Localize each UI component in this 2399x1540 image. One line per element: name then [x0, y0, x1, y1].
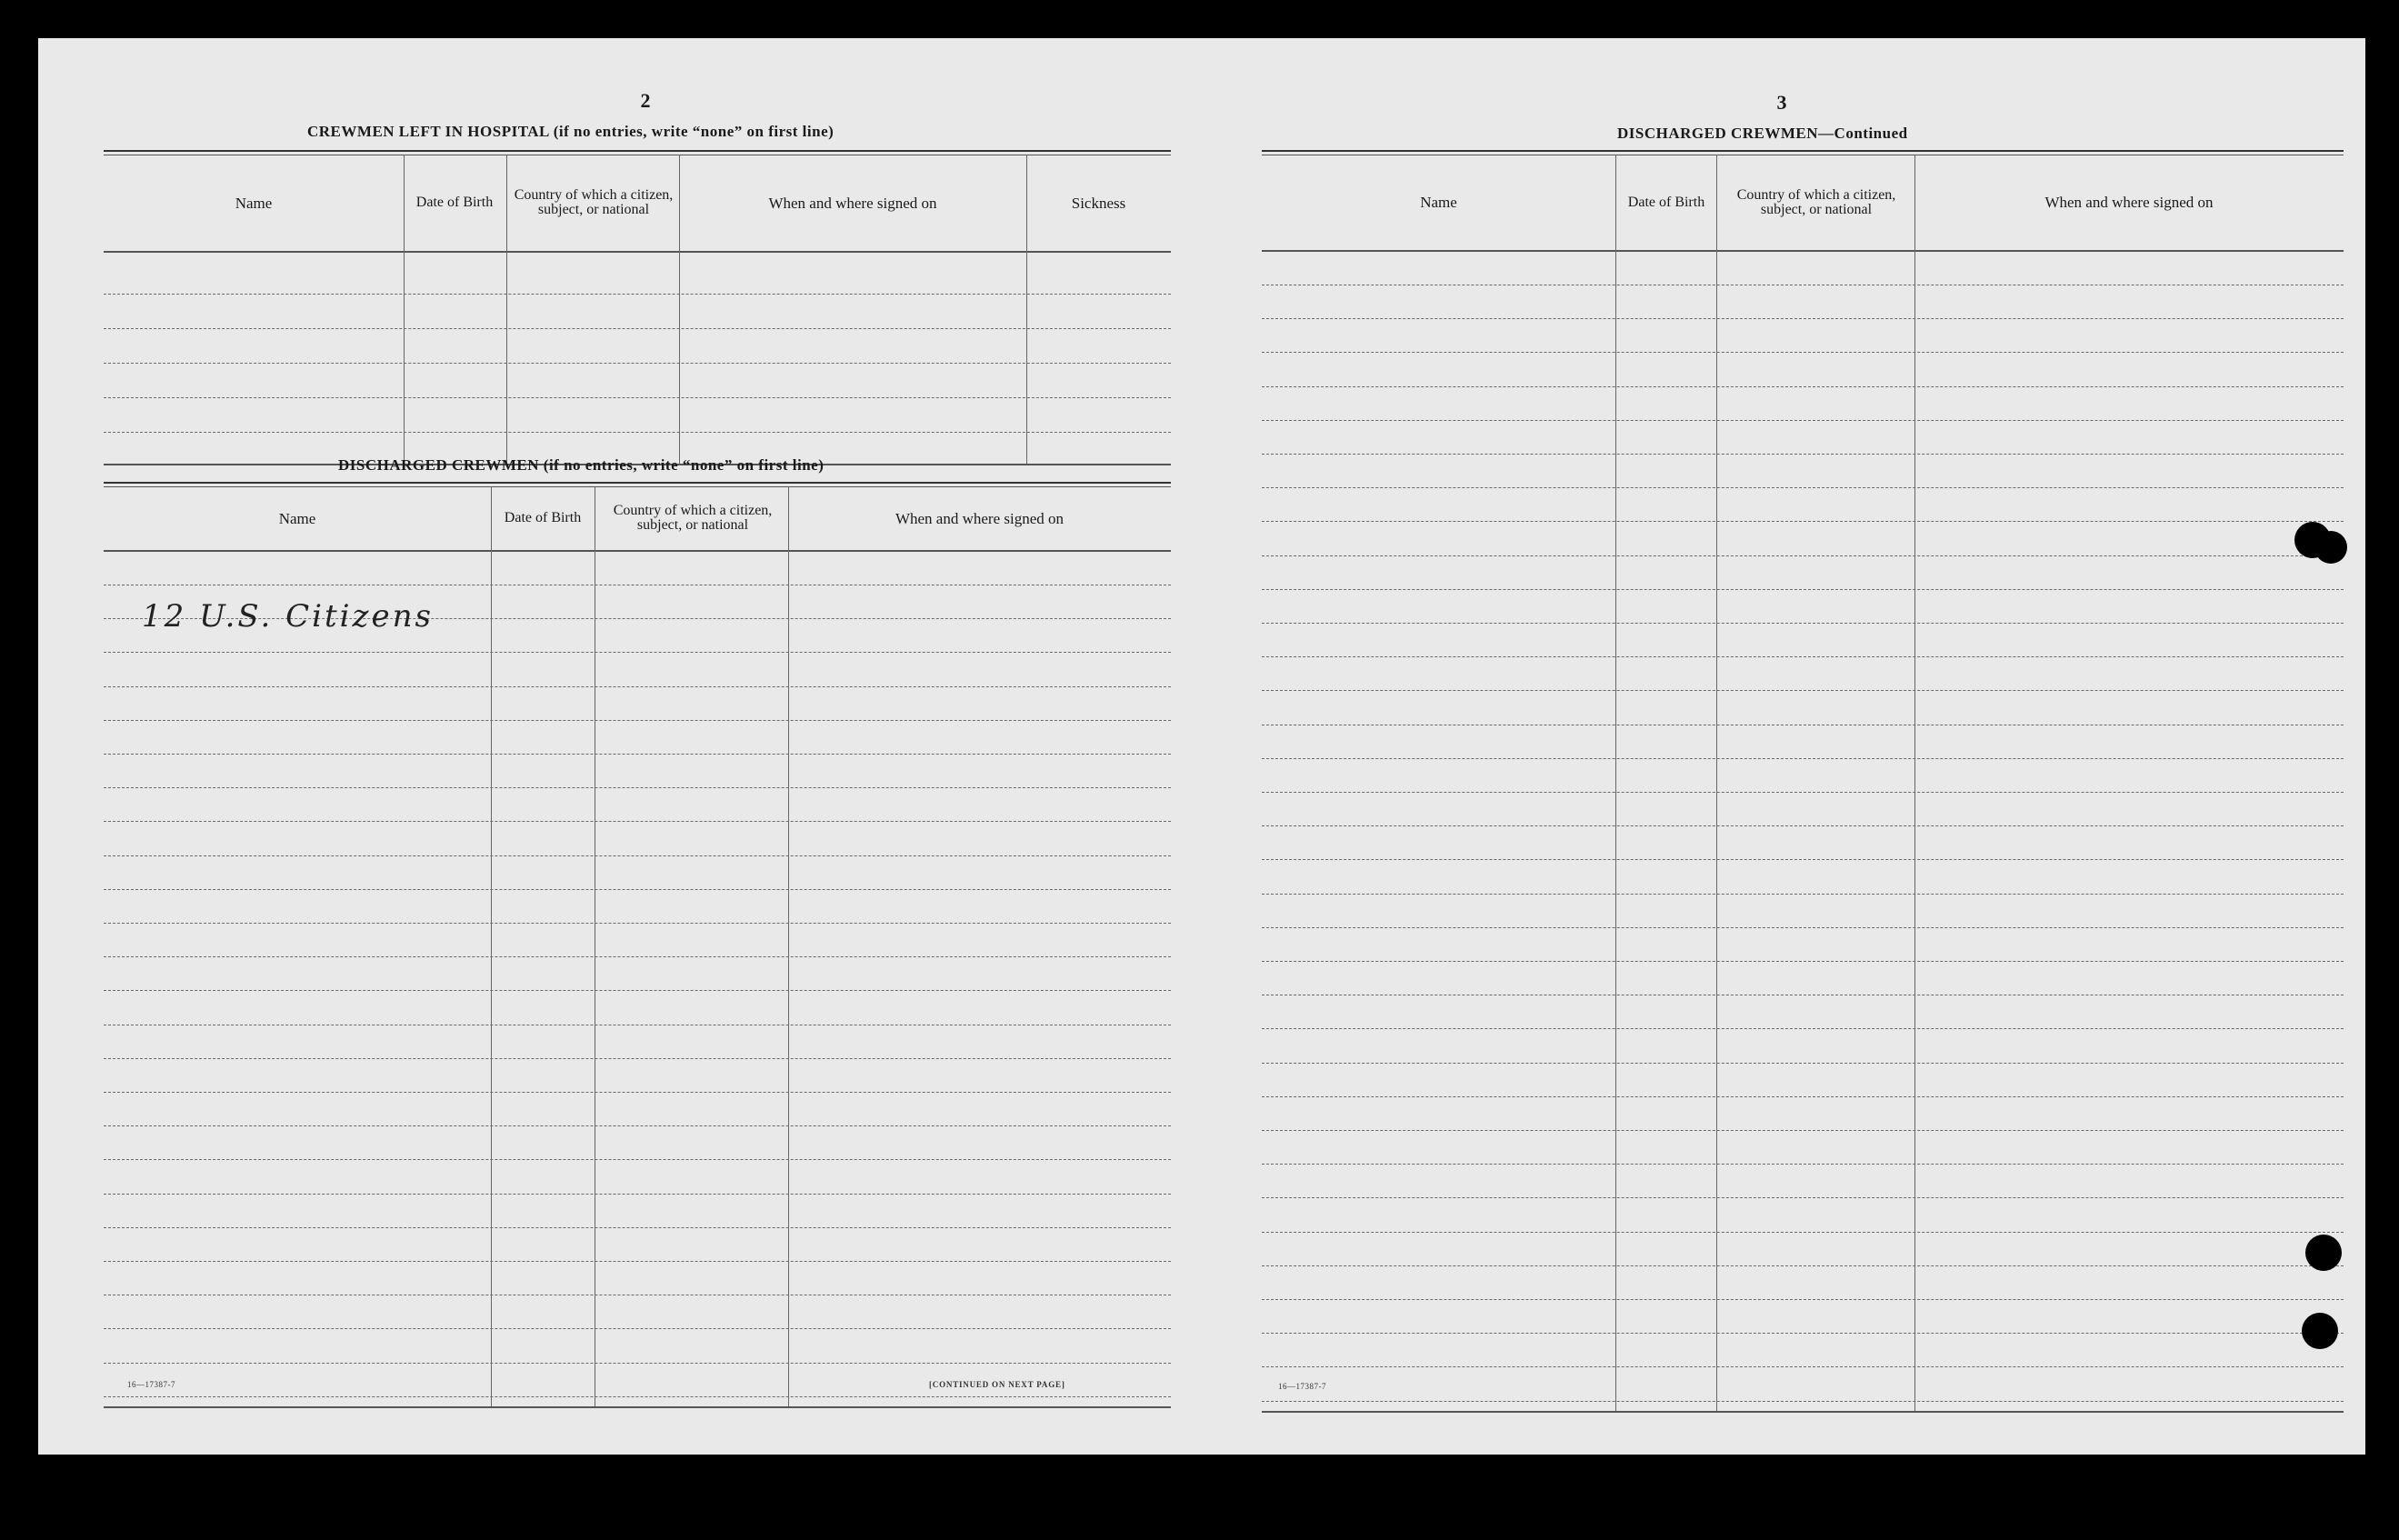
ruled-row	[1262, 318, 2344, 319]
ruled-row	[1262, 386, 2344, 387]
ruled-row	[1262, 690, 2344, 691]
hospital-row	[104, 432, 1171, 433]
ruled-row	[1262, 1063, 2344, 1064]
right-col-dob: Date of Birth	[1627, 194, 1705, 210]
ruled-row	[1262, 1265, 2344, 1266]
ruled-row	[104, 1227, 1171, 1228]
ruled-row	[104, 1363, 1171, 1364]
ruled-row	[104, 1092, 1171, 1093]
ruled-row	[1262, 454, 2344, 455]
form-sheet	[38, 38, 2365, 1455]
right-col-name: Name	[1420, 194, 1457, 211]
ruled-row	[104, 1328, 1171, 1329]
ruled-row	[1262, 1299, 2344, 1300]
ruled-row	[104, 1194, 1171, 1195]
discharged-col-dob: Date of Birth	[504, 510, 582, 525]
right-col-signed-on: When and where signed on	[2044, 194, 2214, 211]
ruled-row	[1262, 859, 2344, 860]
discharged-title: DISCHARGED CREWMEN	[338, 456, 540, 474]
ruled-row	[1262, 825, 2344, 826]
hospital-col-sickness: Sickness	[1071, 194, 1126, 212]
ruled-row	[1262, 1096, 2344, 1097]
ruled-row	[1262, 1333, 2344, 1334]
hospital-title: CREWMEN LEFT IN HOSPITAL	[307, 123, 549, 140]
hospital-col-dob: Date of Birth	[415, 195, 494, 210]
ruled-row	[104, 923, 1171, 924]
hospital-instruction: (if no entries, write “none” on first line)	[548, 123, 835, 140]
right-title-suffix: —Continued	[1818, 125, 1908, 142]
ruled-row	[104, 1125, 1171, 1126]
ruled-row	[104, 1058, 1171, 1059]
discharged-col-name: Name	[278, 509, 316, 527]
hospital-row	[104, 294, 1171, 295]
ruled-row	[1262, 1232, 2344, 1233]
hospital-row	[104, 363, 1171, 364]
ruled-row	[1262, 758, 2344, 759]
discharged-section-title	[338, 456, 824, 475]
form-code-left: 16—17387-7	[127, 1380, 175, 1389]
discharged-table-right	[1262, 150, 2344, 1418]
ruled-row	[104, 1261, 1171, 1262]
ruled-row	[1262, 521, 2344, 522]
page-number-left: 2	[640, 89, 651, 112]
ruled-row	[104, 720, 1171, 721]
ruled-row	[1262, 487, 2344, 488]
ruled-row	[1262, 656, 2344, 657]
ruled-row	[104, 1159, 1171, 1160]
hospital-col-country: Country of which a citizen, subject, or national	[514, 187, 674, 217]
right-col-country: Country of which a citizen, subject, or national	[1736, 186, 1896, 217]
ruled-row	[1262, 927, 2344, 928]
hospital-col-signed-on: When and where signed on	[768, 194, 937, 212]
ruled-row	[1262, 961, 2344, 962]
hospital-table	[104, 150, 1171, 468]
hospital-row	[104, 397, 1171, 398]
ruled-row	[104, 990, 1171, 991]
discharged-table-left	[104, 482, 1171, 1414]
hospital-section-title	[307, 123, 834, 141]
punch-hole	[2305, 1235, 2342, 1271]
hospital-col-name: Name	[235, 194, 273, 212]
ruled-row	[1262, 1028, 2344, 1029]
discharged-instruction: (if no entries, write “none” on first line)	[539, 456, 825, 474]
ruled-row	[104, 787, 1171, 788]
handwritten-entry: 12 U.S. Citizens	[142, 598, 434, 635]
ruled-row	[1262, 420, 2344, 421]
continued-note: [CONTINUED ON NEXT PAGE]	[929, 1380, 1065, 1389]
ruled-row	[104, 1396, 1171, 1397]
ruled-row	[104, 686, 1171, 687]
ruled-row	[1262, 1164, 2344, 1165]
ruled-row	[1262, 589, 2344, 590]
punch-hole	[2314, 531, 2347, 564]
ruled-row	[1262, 1130, 2344, 1131]
ruled-row	[1262, 792, 2344, 793]
right-section-title	[1617, 125, 1908, 143]
ruled-row	[104, 754, 1171, 755]
ruled-row	[104, 889, 1171, 890]
ruled-row	[1262, 1197, 2344, 1198]
right-title: DISCHARGED CREWMEN	[1617, 125, 1819, 142]
ruled-row	[1262, 555, 2344, 556]
punch-hole	[2302, 1313, 2338, 1349]
discharged-col-signed-on: When and where signed on	[895, 509, 1065, 527]
ruled-row	[1262, 352, 2344, 353]
ruled-row	[1262, 894, 2344, 895]
ruled-row	[104, 855, 1171, 856]
page-number-right: 3	[1776, 91, 1787, 114]
hospital-row	[104, 328, 1171, 329]
ruled-row	[1262, 1366, 2344, 1367]
ruled-row	[104, 956, 1171, 957]
ruled-row	[1262, 623, 2344, 624]
ruled-row	[104, 652, 1171, 653]
form-code-right: 16—17387-7	[1278, 1382, 1326, 1391]
ruled-row	[1262, 1401, 2344, 1402]
discharged-col-country: Country of which a citizen, subject, or national	[613, 503, 773, 533]
ruled-row	[104, 821, 1171, 822]
